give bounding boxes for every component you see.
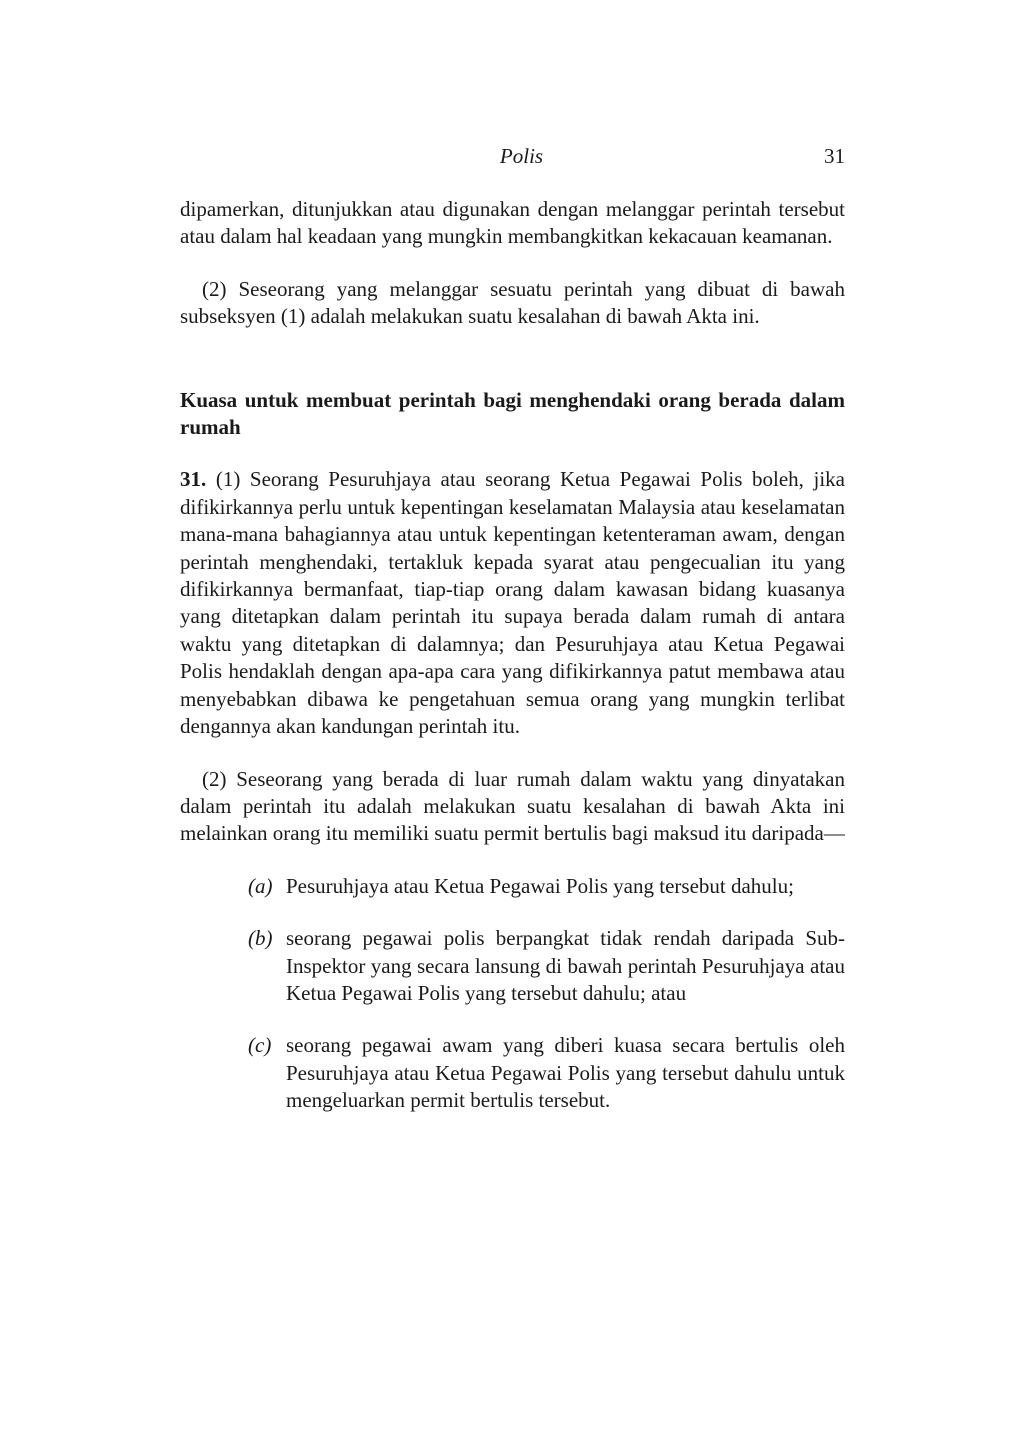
- page-number: 31: [824, 144, 845, 168]
- section-number: 31.: [180, 467, 207, 492]
- section-31-subsection-1: [180, 466, 845, 740]
- subsection-2-previous: (2) Seseorang yang melanggar sesuatu perintah yang dibuat di bawah subseksyen (1) adalah melakukan suatu kesalahan di bawah Akta ini.: [180, 276, 845, 329]
- item-text: seorang pegawai polis berpangkat tidak rendah daripada Sub-Inspektor yang secara lansung di bawah perintah Pesuruhjaya atau Ketua Pegawai Polis yang tersebut dahulu; atau: [286, 926, 845, 1005]
- section-heading: Kuasa untuk membuat perintah bagi menghendaki orang berada dalam rumah: [180, 387, 845, 440]
- item-marker: (a): [248, 873, 273, 898]
- list-item-c: [248, 1032, 845, 1114]
- list-item-b: [248, 925, 845, 1007]
- item-text: seorang pegawai awam yang diberi kuasa secara bertulis oleh Pesuruhjaya atau Ketua Pegawai Polis yang tersebut dahulu untuk mengeluarkan permit bertulis tersebut.: [286, 1033, 845, 1113]
- item-text: Pesuruhjaya atau Ketua Pegawai Polis yang tersebut dahulu;: [286, 873, 794, 898]
- document-page: [180, 140, 845, 1115]
- running-title: Polis: [499, 144, 544, 168]
- section-31-subsection-2: (2) Seseorang yang berada di luar rumah dalam waktu yang dinyatakan dalam perintah itu adalah melakukan suatu kesalahan di bawah Akta ini melainkan orang itu memiliki suatu permit bertulis bagi maksud itu daripada—: [180, 766, 845, 846]
- list-item-a: [248, 873, 845, 900]
- continuation-paragraph: dipamerkan, ditunjukkan atau digunakan dengan melanggar perintah tersebut atau dalam hal keadaan yang mungkin membangkitkan kekacauan keamanan.: [180, 197, 845, 249]
- subsection-1-text: (1) Seorang Pesuruhjaya atau seorang Ketua Pegawai Polis boleh, jika difikirkannya perlu untuk kepentingan keselamatan Malaysia atau keselamatan mana-mana bahagiannya atau untuk kepentingan ketenteraman awam, dengan perintah menghendaki, tertakluk kepada syarat atau pengecualian itu yang difikirkannya bermanfaat, tiap-tiap orang dalam kawasan bidang kuasanya yang ditetapkan dalam perintah itu supaya berada dalam rumah di antara waktu yang ditetapkan di dalamnya; dan Pesuruhjaya atau Ketua Pegawai Polis hendaklah dengan apa-apa cara yang difikirkannya patut membawa atau menyebabkan dibawa ke pengetahuan semua orang yang mungkin terlibat dengannya akan kandungan perintah itu.: [180, 467, 845, 739]
- item-marker: (c): [248, 1033, 272, 1058]
- running-header: [180, 140, 845, 174]
- item-marker: (b): [248, 926, 273, 951]
